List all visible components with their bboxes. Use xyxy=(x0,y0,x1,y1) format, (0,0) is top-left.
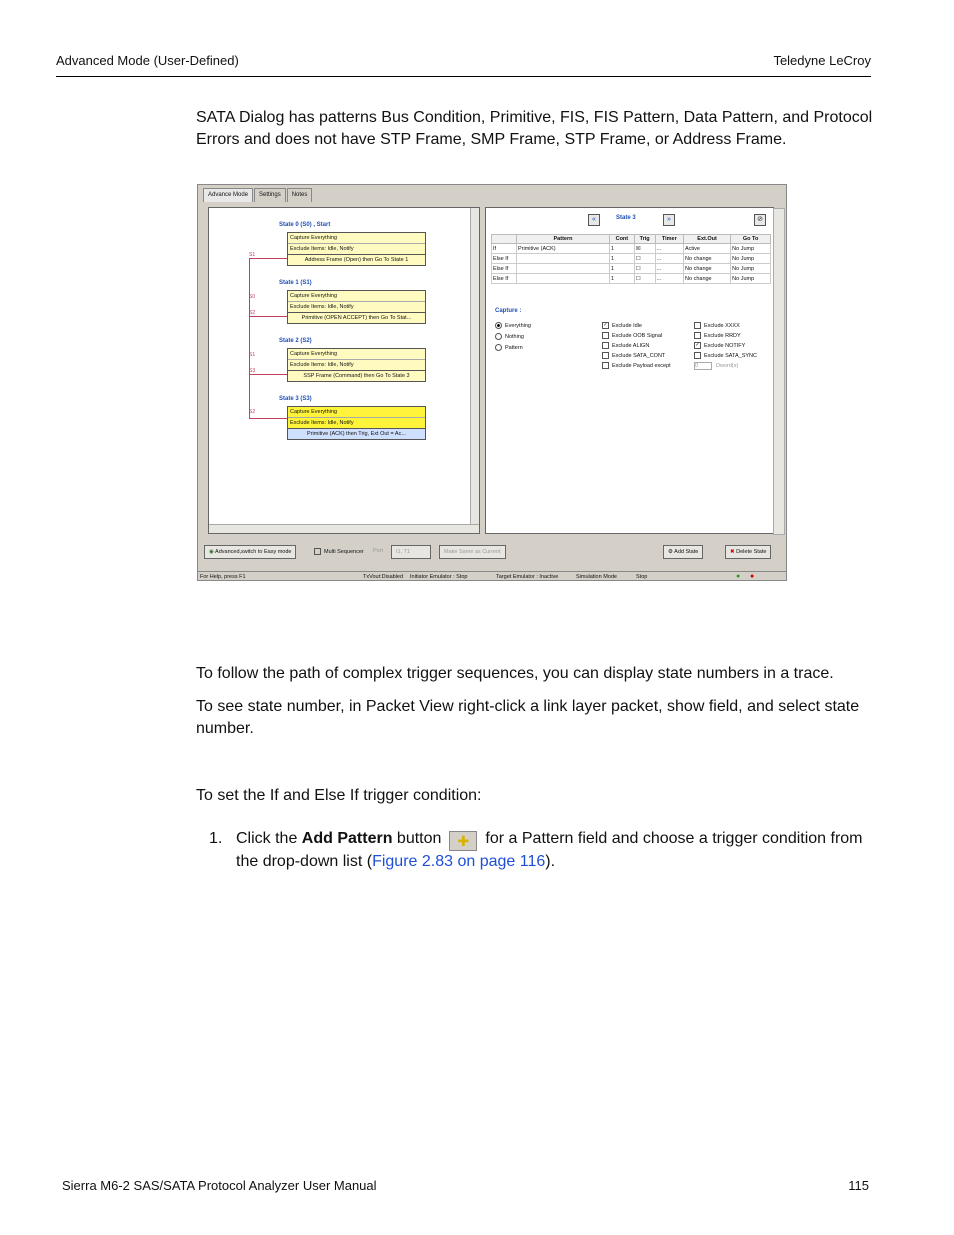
status-txvout: TxVout:Disabled xyxy=(363,574,404,580)
switch-icon: ◉ xyxy=(209,549,214,555)
state-0-title: State 0 (S0) , Start xyxy=(279,222,331,228)
step-number: 1. xyxy=(209,830,223,847)
table-row[interactable] xyxy=(492,244,771,254)
pin-icon[interactable]: ⊘ xyxy=(754,214,766,226)
trig-checkbox[interactable]: ☐ xyxy=(634,264,655,274)
exclude-notify-checkbox[interactable] xyxy=(694,342,745,349)
current-state-label: State 3 xyxy=(616,215,636,221)
row-kind: If xyxy=(492,244,517,254)
add-state-button[interactable] xyxy=(663,545,703,559)
tab-advance-mode[interactable]: Advance Mode xyxy=(203,188,253,202)
capture-title: Capture : xyxy=(495,308,522,314)
col-header: Timer xyxy=(655,235,683,244)
checkbox-icon xyxy=(602,352,609,359)
table-row[interactable] xyxy=(492,254,771,264)
checkbox-label: Exclude ALIGN xyxy=(612,342,650,349)
tab-settings[interactable]: Settings xyxy=(254,188,286,202)
pattern-cell[interactable] xyxy=(517,264,610,274)
radio-label: Nothing xyxy=(505,333,524,340)
row-kind: Else If xyxy=(492,254,517,264)
port-select[interactable]: I1, T1 xyxy=(391,545,431,559)
checkbox-label: Exclude Idle xyxy=(612,322,642,329)
goto-select[interactable]: No Jump xyxy=(731,264,771,274)
trigger-dialog-screenshot xyxy=(197,184,787,581)
connector-label: S2 xyxy=(249,409,256,415)
state-1-title: State 1 (S1) xyxy=(279,280,312,286)
col-header: Ext.Out xyxy=(684,235,731,244)
checkbox-icon xyxy=(694,322,701,329)
state-line: Capture Everything xyxy=(288,349,425,360)
cont-cell[interactable]: 1 xyxy=(610,264,635,274)
next-state-icon[interactable]: » xyxy=(663,214,675,226)
step-text: for a Pattern field and choose a trigger condition from the drop-down list ( xyxy=(236,830,863,870)
pattern-grid xyxy=(491,234,771,284)
ext-out-select[interactable]: Active xyxy=(684,244,731,254)
capture-nothing-radio[interactable] xyxy=(495,333,524,340)
switch-easy-mode-button[interactable] xyxy=(204,545,296,559)
state-connector xyxy=(249,418,287,419)
exclude-align-checkbox[interactable] xyxy=(602,342,649,349)
port-label: Port xyxy=(373,548,384,554)
state-1-action[interactable]: Primitive (OPEN ACCEPT) then Go To Stat... xyxy=(287,312,426,324)
col-header: Trig xyxy=(634,235,655,244)
exclude-sata-cont-checkbox[interactable] xyxy=(602,352,665,359)
checkbox-label: Exclude SATA_CONT xyxy=(612,352,666,359)
capture-everything-radio[interactable] xyxy=(495,322,531,329)
state-3-title: State 3 (S3) xyxy=(279,396,312,402)
delete-state-button[interactable] xyxy=(725,545,771,559)
prev-state-icon[interactable]: « xyxy=(588,214,600,226)
state-line: Capture Everything xyxy=(288,233,425,244)
timer-cell[interactable]: ... xyxy=(655,274,683,284)
checkbox-icon xyxy=(694,332,701,339)
row-kind: Else If xyxy=(492,264,517,274)
button-label: Advanced,switch to Easy mode xyxy=(215,549,292,555)
checkbox-label: Exclude NOTIFY xyxy=(704,342,746,349)
step-text: Click the xyxy=(236,830,302,847)
ext-out-select[interactable]: No change xyxy=(684,254,731,264)
radio-label: Pattern xyxy=(505,344,523,351)
checkbox-label: Exclude SATA_SYNC xyxy=(704,352,757,359)
capture-pattern-radio[interactable] xyxy=(495,344,523,351)
checkbox-icon xyxy=(602,332,609,339)
status-green-icon: ● xyxy=(736,573,741,580)
paragraph-trace-state: To follow the path of complex trigger sequences, you can display state numbers in a trace. xyxy=(196,665,834,682)
cont-cell[interactable]: 1 xyxy=(610,254,635,264)
status-help: For Help, press F1 xyxy=(200,574,246,580)
multi-sequencer-checkbox[interactable] xyxy=(314,548,364,555)
state-detail-pane xyxy=(485,207,774,534)
col-header: Go To xyxy=(731,235,771,244)
checkbox-icon xyxy=(602,342,609,349)
step-1-text xyxy=(236,828,876,873)
ext-out-select[interactable]: No change xyxy=(684,264,731,274)
checkbox-label: Exclude OOB Signal xyxy=(612,332,663,339)
status-red-icon: ● xyxy=(750,573,755,580)
col-header: Cont xyxy=(610,235,635,244)
state-2-title: State 2 (S2) xyxy=(279,338,312,344)
connector-label: S0 xyxy=(249,294,256,300)
goto-select[interactable]: No Jump xyxy=(731,244,771,254)
make-same-button[interactable]: Make Same as Current xyxy=(439,545,506,559)
step-text: button xyxy=(392,830,442,847)
exclude-payload-checkbox[interactable] xyxy=(602,362,671,369)
add-state-icon: ⚙ xyxy=(668,549,673,555)
connector-label: S2 xyxy=(249,310,256,316)
add-pattern-term: Add Pattern xyxy=(301,830,393,847)
row-kind: Else If xyxy=(492,274,517,284)
goto-select[interactable]: No Jump xyxy=(731,274,771,284)
checkbox-icon xyxy=(602,362,609,369)
goto-select[interactable]: No Jump xyxy=(731,254,771,264)
state-line: Capture Everything xyxy=(288,407,425,418)
checkbox-icon xyxy=(694,352,701,359)
state-line: Exclude Items: Idle, Notify xyxy=(290,246,354,252)
table-row[interactable] xyxy=(492,274,771,284)
state-line: Exclude Items: Idle, Notify xyxy=(290,304,354,310)
checkbox-icon xyxy=(314,548,321,555)
payload-dwords xyxy=(694,362,738,370)
tab-notes[interactable]: Notes xyxy=(287,188,313,202)
status-sim-mode: Simulation Mode xyxy=(576,574,617,580)
state-line: Capture Everything xyxy=(288,291,425,302)
cont-cell[interactable]: 1 xyxy=(610,274,635,284)
timer-cell[interactable]: ... xyxy=(655,244,683,254)
status-stop: Stop xyxy=(636,574,648,580)
state-2-action[interactable]: SSP Frame (Command) then Go To State 3 xyxy=(287,370,426,382)
state-connector xyxy=(249,316,287,317)
exclude-sata-sync-checkbox[interactable] xyxy=(694,352,757,359)
checkbox-checked-icon: ✓ xyxy=(695,342,700,348)
state-connector xyxy=(249,374,287,375)
status-bar xyxy=(198,571,786,582)
state-connector xyxy=(249,258,287,259)
cont-cell[interactable]: 1 xyxy=(610,244,635,254)
paragraph-packet-view: To see state number, in Packet View right-click a link layer packet, show field, and select state number. xyxy=(196,698,860,737)
state-3-action[interactable]: Primitive (ACK) then Trig, Ext Out = Ac... xyxy=(287,428,426,440)
state-3-box[interactable] xyxy=(287,406,426,429)
radio-label: Everything xyxy=(505,322,531,329)
running-header-right: Teledyne LeCroy xyxy=(773,53,871,68)
state-diagram-pane xyxy=(208,207,480,534)
header-rule xyxy=(56,76,871,77)
exclude-idle-checkbox[interactable] xyxy=(602,322,642,329)
radio-off-icon xyxy=(495,333,502,340)
figure-link[interactable]: Figure 2.83 on page 116 xyxy=(372,853,546,870)
vertical-scrollbar[interactable] xyxy=(470,208,479,533)
checkbox-label: Multi Sequencer xyxy=(324,548,364,555)
connector-label: S3 xyxy=(249,368,256,374)
col-header: Pattern xyxy=(517,235,610,244)
vertical-scrollbar[interactable] xyxy=(773,208,785,535)
state-connector xyxy=(249,258,250,418)
status-target: Target Emulator : Inactive xyxy=(496,574,559,580)
radio-off-icon xyxy=(495,344,502,351)
page-number: 115 xyxy=(848,1178,869,1193)
col-header xyxy=(492,235,517,244)
state-0-box[interactable] xyxy=(287,232,426,255)
trig-checkbox[interactable]: ☐ xyxy=(634,274,655,284)
paragraph-if-else: To set the If and Else If trigger condition: xyxy=(196,787,482,804)
timer-cell[interactable]: ... xyxy=(655,264,683,274)
ext-out-select[interactable]: No change xyxy=(684,274,731,284)
status-initiator: Initiator Emulator : Stop xyxy=(410,574,468,580)
running-header-left: Advanced Mode (User-Defined) xyxy=(56,53,239,68)
state-line: Exclude Items: Idle, Notify xyxy=(290,362,354,368)
exclude-oob-checkbox[interactable] xyxy=(602,332,662,339)
intro-paragraph: SATA Dialog has patterns Bus Condition, Primitive, FIS, FIS Pattern, Data Pattern, and Protocol Errors and does not have STP Frame, SMP Frame, STP Frame, or Address Frame. xyxy=(196,109,873,148)
radio-on-icon xyxy=(495,322,502,329)
checkbox-label: Exclude XXXX xyxy=(704,322,740,329)
exclude-xxxx-checkbox[interactable] xyxy=(694,322,740,329)
button-label: Add State xyxy=(674,549,699,555)
connector-label: S1 xyxy=(249,352,256,358)
state-2-box[interactable] xyxy=(287,348,426,371)
table-row[interactable] xyxy=(492,264,771,274)
pattern-cell[interactable] xyxy=(517,274,610,284)
step-text: ). xyxy=(545,853,556,870)
pattern-cell[interactable] xyxy=(517,254,610,264)
button-label: Delete State xyxy=(736,549,767,555)
trig-checkbox[interactable]: ☒ xyxy=(634,244,655,254)
trig-checkbox[interactable]: ☐ xyxy=(634,254,655,264)
checkbox-label: Exclude RRDY xyxy=(704,332,741,339)
connector-label: S1 xyxy=(249,252,256,258)
state-line: Exclude Items: Idle, Notify xyxy=(290,420,354,426)
pattern-cell[interactable]: Primitive (ACK) xyxy=(517,244,610,254)
horizontal-scrollbar[interactable] xyxy=(209,524,479,533)
state-0-action[interactable]: Address Frame (Open) then Go To State 1 xyxy=(287,254,426,266)
state-1-box[interactable] xyxy=(287,290,426,313)
footer-title: Sierra M6-2 SAS/SATA Protocol Analyzer User Manual xyxy=(62,1178,377,1193)
checkbox-checked-icon: ✓ xyxy=(603,322,608,328)
payload-dwords-input[interactable]: 0 xyxy=(694,362,712,370)
add-pattern-icon: ✚ xyxy=(449,831,477,851)
tab-strip xyxy=(203,188,313,202)
delete-state-icon: ✖ xyxy=(730,549,735,555)
exclude-rrdy-checkbox[interactable] xyxy=(694,332,741,339)
bottom-toolbar xyxy=(201,545,783,561)
dwords-label: Dword(s) xyxy=(716,363,739,369)
timer-cell[interactable]: ... xyxy=(655,254,683,264)
checkbox-label: Exclude Payload except xyxy=(612,362,671,369)
